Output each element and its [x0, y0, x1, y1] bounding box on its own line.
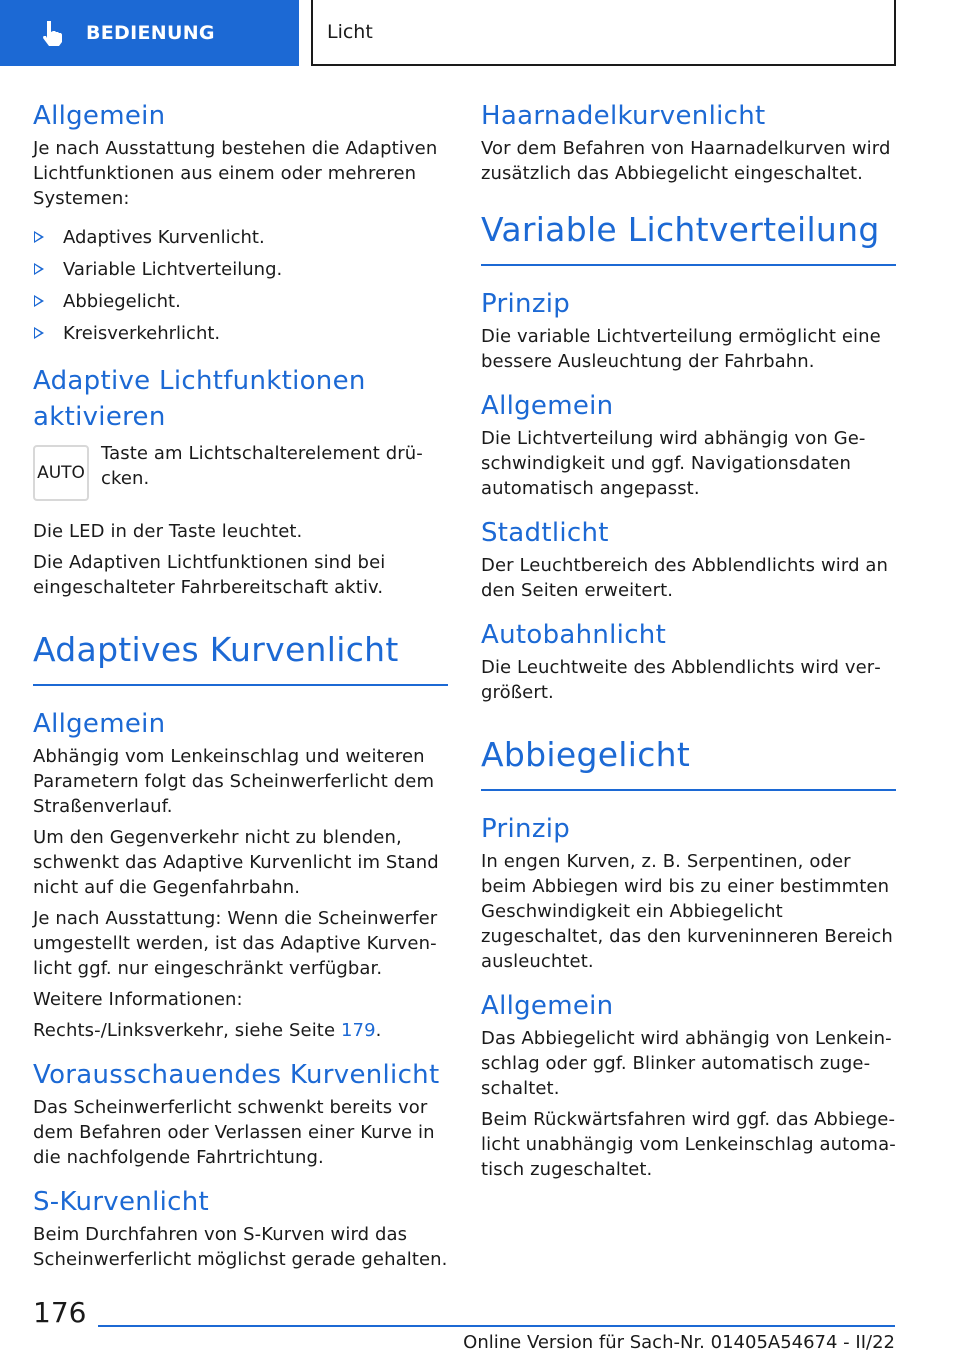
paragraph: Das Abbiegelicht wird abhängig von Lenkeinschlag oder ggf. Blinker automatisch zugeschaltet. [481, 1028, 892, 1099]
heading-haarnadel: Haarnadelkurvenlicht [481, 101, 766, 131]
triangle-bullet-icon [34, 231, 44, 243]
paragraph-reference: Rechts-/Linksverkehr, siehe Seite 179. [33, 1020, 382, 1041]
paragraph: Je nach Ausstattung: Wenn die Scheinwerfer umgestellt werden, ist das Adaptive Kurvenlicht ggf. nur eingeschränkt verfügbar. [33, 908, 438, 979]
section-label: BEDIENUNG [86, 22, 215, 44]
paragraph: Vor dem Befahren von Haarnadelkurven wird zusätzlich das Abbiegelicht eingeschaltet. [481, 138, 891, 184]
heading-abbiegelicht: Abbiegelicht [481, 733, 896, 791]
paragraph: Der Leuchtbereich des Abblendlichts wird an den Seiten erweitert. [481, 555, 889, 601]
pointing-hand-icon [38, 18, 68, 48]
paragraph: Das Scheinwerferlicht schwenkt bereits vor dem Befahren oder Verlassen einer Kurve in die nachfolgende Fahrtrichtung. [33, 1097, 435, 1168]
heading-allgemein: Allgemein [481, 991, 614, 1021]
right-column [481, 98, 896, 1182]
auto-button-icon: AUTO [33, 445, 89, 501]
heading-prinzip: Prinzip [481, 814, 571, 844]
paragraph: Um den Gegenverkehr nicht zu blenden, schwenkt das Adaptive Kurvenlicht im Stand nicht auf die Gegenfahrbahn. [33, 827, 439, 898]
heading-variable-lichtverteilung: Variable Lichtverteilung [481, 208, 896, 266]
chapter-title: Licht [327, 21, 373, 43]
paragraph: Die Leuchtweite des Abblendlichts wird vergrößert. [481, 657, 881, 703]
triangle-bullet-icon [34, 295, 44, 307]
heading-allgemein: Allgemein [33, 709, 166, 739]
triangle-bullet-icon [34, 327, 44, 339]
heading-stadtlicht: Stadtlicht [481, 518, 609, 548]
paragraph: Die Adaptiven Lichtfunktionen sind bei eingeschalteter Fahrbereitschaft aktiv. [33, 552, 386, 598]
footer-divider [98, 1325, 895, 1327]
paragraph: Je nach Ausstattung bestehen die Adaptiven Lichtfunktionen aus einem oder mehreren Systemen: [33, 138, 438, 209]
section-tab[interactable] [0, 0, 299, 66]
list-item: Kreisverkehrlicht. [33, 317, 448, 349]
paragraph: Die LED in der Taste leuchtet. [33, 521, 303, 542]
heading-allgemein: Allgemein [481, 391, 614, 421]
list-item: Abbiegelicht. [33, 285, 448, 317]
heading-prinzip: Prinzip [481, 289, 571, 319]
auto-instruction [33, 441, 448, 501]
triangle-bullet-icon [34, 263, 44, 275]
paragraph: Die variable Lichtverteilung ermöglicht eine bessere Ausleuchtung der Fahrbahn. [481, 326, 881, 372]
chapter-header [311, 0, 896, 66]
paragraph: Beim Rückwärtsfahren wird ggf. das Abbiegelicht unabhängig vom Lenkeinschlag automatisch zugeschaltet. [481, 1109, 896, 1180]
heading-s-kurvenlicht: S-Kurvenlicht [33, 1187, 209, 1217]
heading-adaptives-kurvenlicht: Adaptives Kurvenlicht [33, 628, 448, 686]
online-version-note: Online Version für Sach-Nr. 01405A54674 - II/22 [463, 1332, 895, 1353]
page-number: 176 [33, 1296, 87, 1329]
paragraph: Weitere Informationen: [33, 989, 243, 1010]
heading-aktivieren: Adaptive Lichtfunktionen aktivieren [33, 366, 366, 432]
heading-allgemein: Allgemein [33, 101, 166, 131]
paragraph: In engen Kurven, z. B. Serpentinen, oder beim Abbiegen wird bis zu einer bestimmten Geschwindigkeit ein Abbiegelicht zugeschaltet, das den kurveninneren Bereich ausleuchtet. [481, 851, 893, 972]
heading-autobahnlicht: Autobahnlicht [481, 620, 667, 650]
function-list [33, 221, 448, 349]
paragraph: Taste am Lichtschalterelement drücken. [101, 443, 423, 489]
left-column [33, 98, 448, 1272]
list-item: Variable Lichtverteilung. [33, 253, 448, 285]
page-link[interactable]: 179 [340, 1020, 376, 1041]
paragraph: Beim Durchfahren von S-Kurven wird das Scheinwerferlicht möglichst gerade gehalten. [33, 1224, 448, 1270]
paragraph: Abhängig vom Lenkeinschlag und weiteren Parametern folgt das Scheinwerferlicht dem Straßenverlauf. [33, 746, 435, 817]
heading-vorausschauend: Vorausschauendes Kurvenlicht [33, 1060, 440, 1090]
paragraph: Die Lichtverteilung wird abhängig von Geschwindigkeit und ggf. Navigationsdaten automatisch angepasst. [481, 428, 866, 499]
list-item: Adaptives Kurvenlicht. [33, 221, 448, 253]
